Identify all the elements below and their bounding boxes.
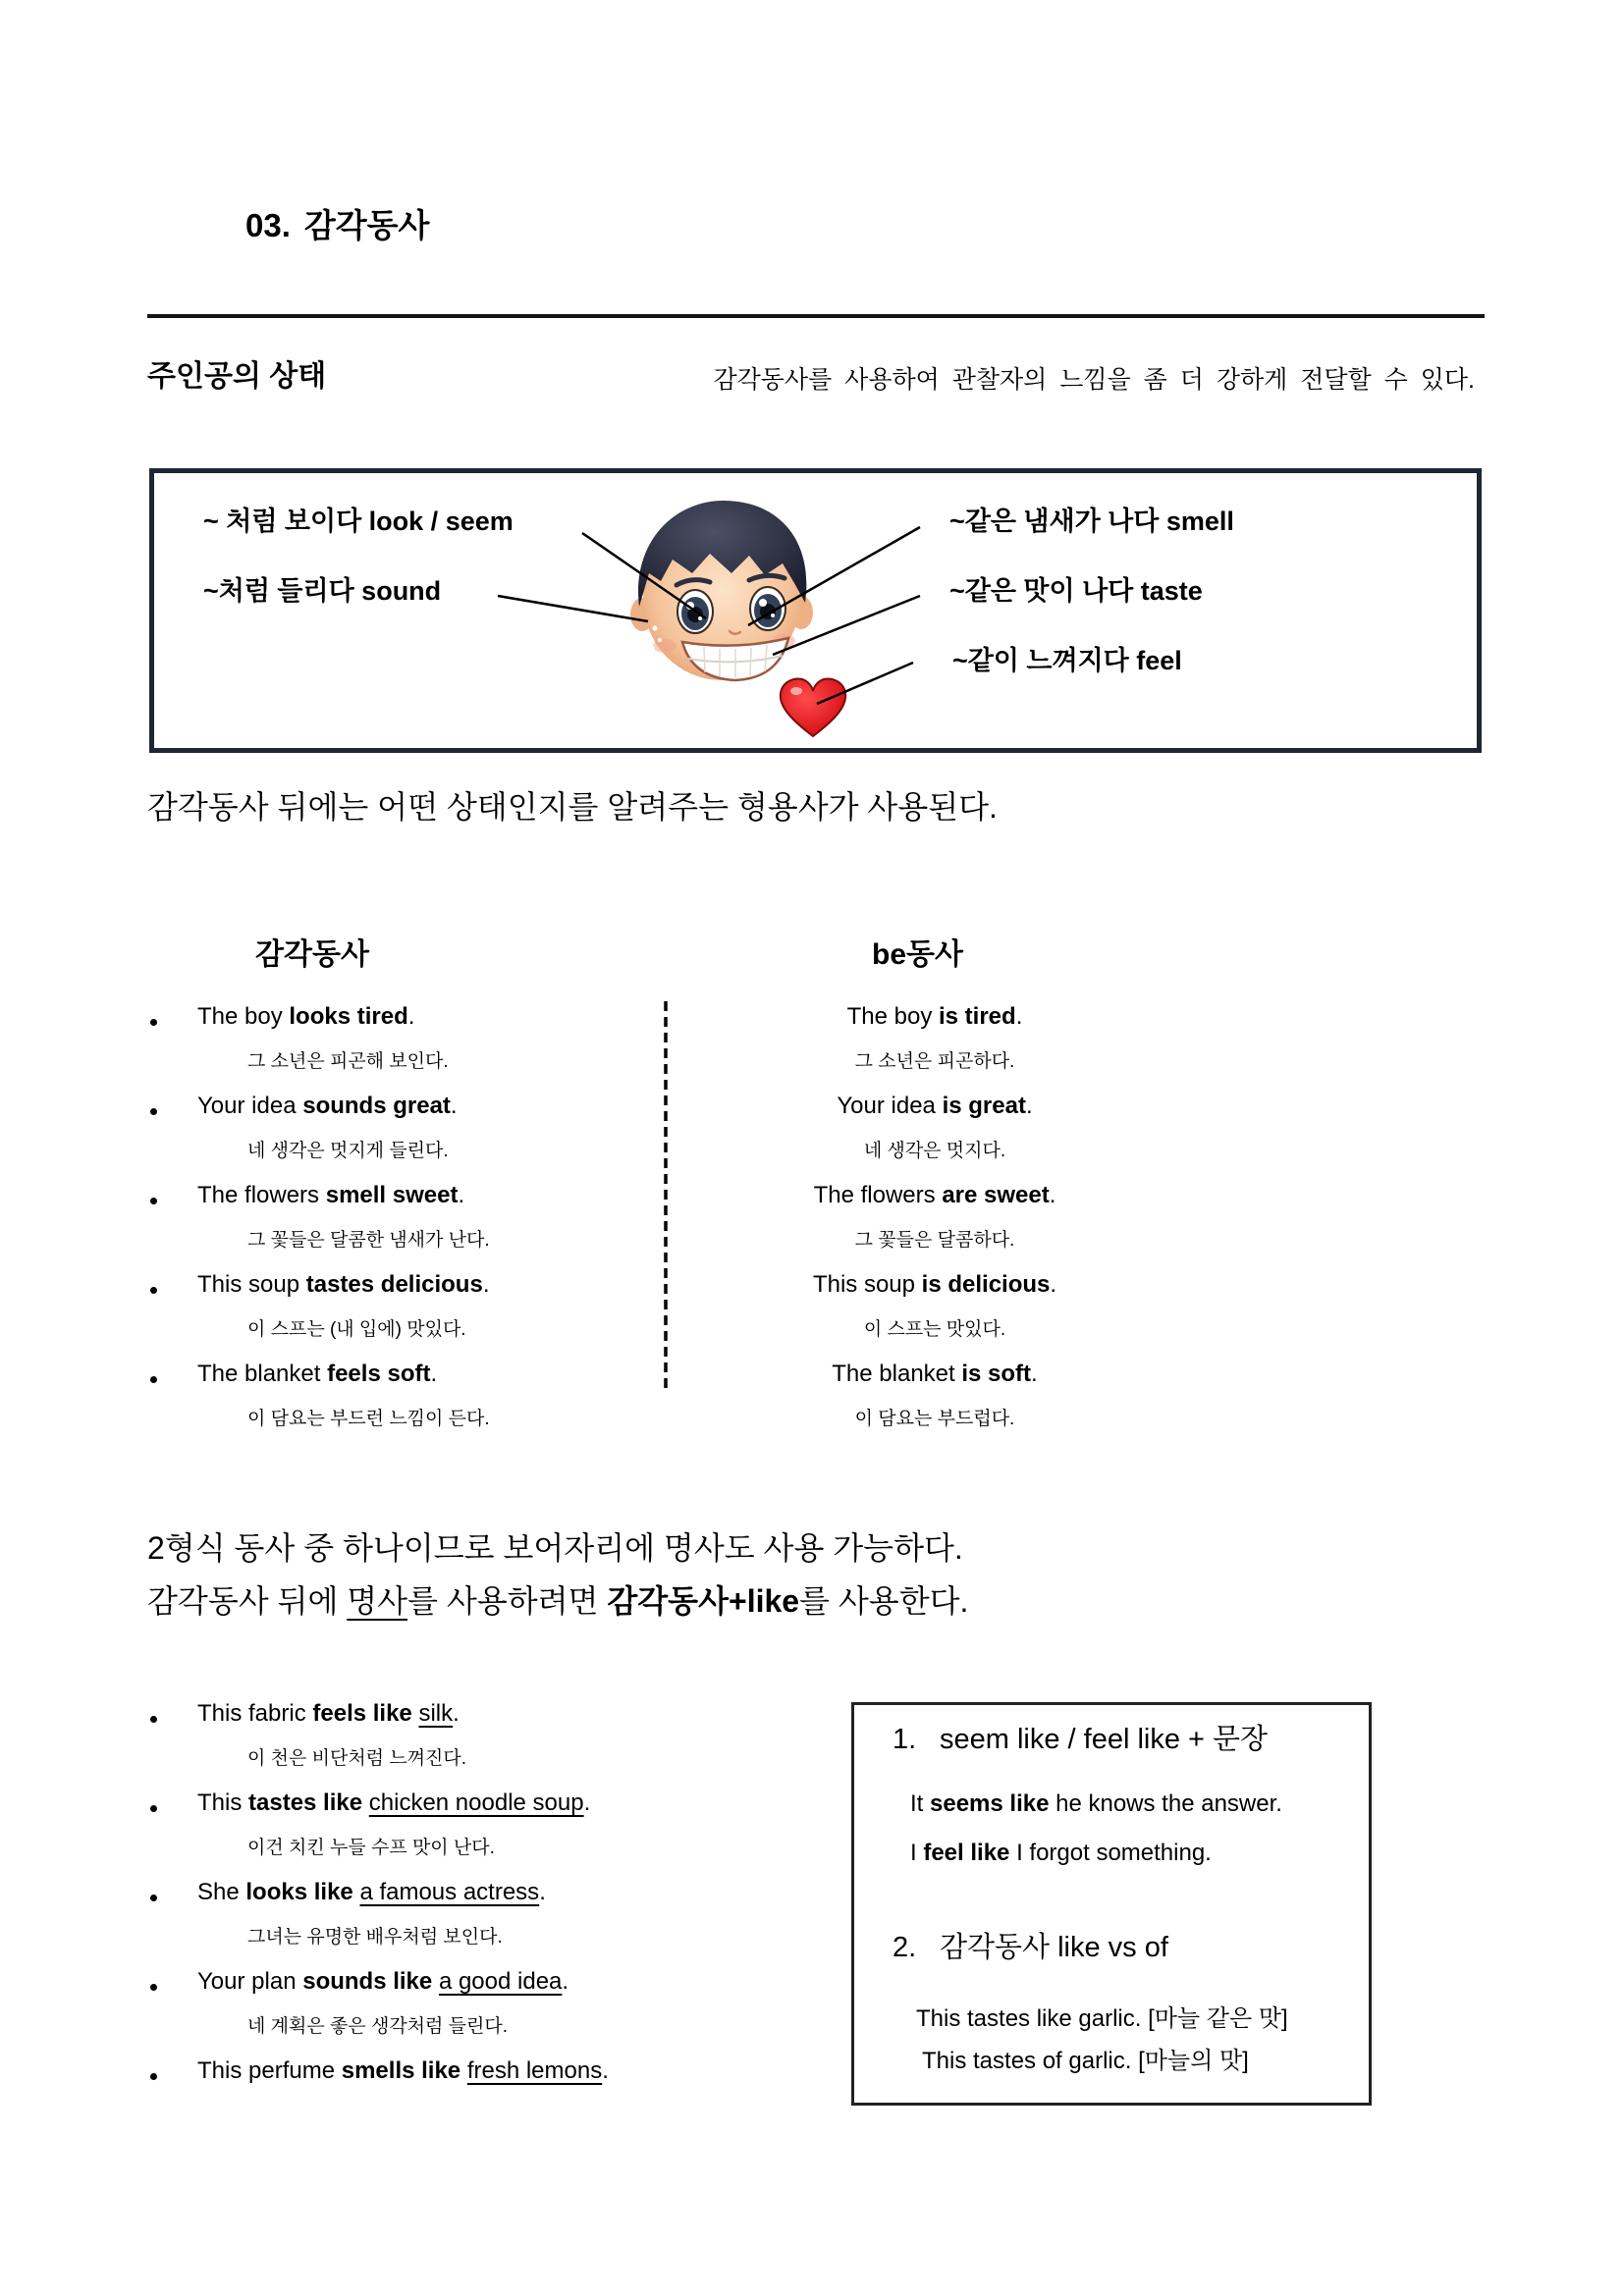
translation: 이건 치킨 누들 수프 맛이 난다. xyxy=(247,1837,495,1858)
sentence-subject: The blanket xyxy=(197,1361,321,1387)
example-text: he knows the answer. xyxy=(1056,1790,1282,1817)
list-item xyxy=(738,1084,1131,1129)
bullet xyxy=(150,1198,157,1204)
pointer-line-sound xyxy=(498,596,648,621)
sentence-end: . xyxy=(602,2057,609,2084)
sentence-end: . xyxy=(430,1361,438,1387)
translation: 이 스프는 (내 입에) 맛있다. xyxy=(247,1318,466,1340)
translation: 이 천은 비단처럼 느껴진다. xyxy=(247,1747,467,1769)
title-divider xyxy=(147,314,1485,318)
be-verb-heading: be동사 xyxy=(872,938,963,971)
note-text: 를 사용한다. xyxy=(799,1583,969,1619)
noun-note-line2 xyxy=(147,1582,968,1620)
be-verb-phrase: is soft xyxy=(961,1361,1032,1387)
tip-example: This tastes like garlic. [마늘 같은 맛] xyxy=(916,2005,1288,2032)
list-item xyxy=(738,1352,1131,1397)
tip-number: 2. xyxy=(893,1932,917,1963)
example-text: I forgot something. xyxy=(1016,1840,1212,1866)
bullet xyxy=(150,1287,157,1294)
sentence-subject: This xyxy=(197,1789,243,1816)
page-title xyxy=(245,206,429,245)
underlined-term: 명사 xyxy=(347,1583,408,1619)
translation: 네 생각은 멋지다. xyxy=(863,1140,1006,1161)
bullet xyxy=(150,2073,157,2080)
sentence-end: . xyxy=(453,1700,460,1727)
noun-complement: a good idea xyxy=(438,1968,563,1995)
noun-complement: chicken noodle soup xyxy=(368,1789,584,1816)
list-item xyxy=(197,1691,609,1736)
sentence-subject: This soup xyxy=(197,1271,300,1298)
boy-face-icon xyxy=(630,501,813,680)
tip-number: 1. xyxy=(893,1724,917,1755)
sentence-subject: She xyxy=(197,1879,240,1905)
sense-verb-phrase: tastes delicious xyxy=(305,1271,483,1298)
sense-verb-phrase: sounds great xyxy=(302,1093,451,1119)
translation: 이 담요는 부드럽다. xyxy=(854,1408,1015,1429)
sentence-end: . xyxy=(450,1093,458,1119)
noun-note-line1: 2형식 동사 중 하나이므로 보어자리에 명사도 사용 가능하다. xyxy=(147,1530,963,1566)
tip-heading: seem like / feel like + 문장 xyxy=(940,1724,1269,1755)
list-item xyxy=(197,2049,609,2094)
tip-example xyxy=(910,1790,1282,1819)
sentence-subject: The blanket xyxy=(832,1361,955,1387)
tip-example xyxy=(910,1840,1212,1868)
sense-label-sound: ~처럼 들리다 sound xyxy=(203,576,442,606)
list-item xyxy=(197,1262,490,1308)
list-item xyxy=(197,1352,490,1397)
sense-verb-like: looks like xyxy=(245,1879,353,1905)
bullet xyxy=(150,1108,157,1115)
list-item xyxy=(738,1173,1131,1218)
section-heading: 주인공의 상태 xyxy=(147,360,327,393)
sense-label-taste: ~같은 맛이 나다 taste xyxy=(949,576,1203,606)
example-text: It xyxy=(910,1790,924,1817)
translation: 이 스프는 맛있다. xyxy=(863,1318,1006,1340)
bold-term: 감각동사+like xyxy=(607,1583,800,1619)
sentence-end: . xyxy=(1050,1271,1057,1298)
sense-verb-like: feels like xyxy=(312,1700,412,1727)
bullet xyxy=(150,1895,157,1901)
be-verb-examples xyxy=(738,994,1131,1441)
sense-verb-examples xyxy=(197,994,490,1441)
sentence-end: . xyxy=(562,1968,569,1995)
list-item xyxy=(197,1781,609,1826)
chapter-title: 감각동사 xyxy=(303,207,430,243)
sentence-end: . xyxy=(583,1789,591,1816)
sentence-subject: This soup xyxy=(812,1271,915,1298)
sentence-subject: Your idea xyxy=(837,1093,936,1119)
list-item xyxy=(738,1262,1131,1308)
heart-icon xyxy=(781,679,845,736)
sentence-subject: Your idea xyxy=(197,1093,297,1119)
bullet xyxy=(150,1805,157,1812)
be-verb-phrase: is delicious xyxy=(921,1271,1051,1298)
translation: 네 계획은 좋은 생각처럼 들린다. xyxy=(247,2015,508,2037)
translation: 그녀는 유명한 배우처럼 보인다. xyxy=(247,1926,503,1948)
sentence-end: . xyxy=(1031,1361,1038,1387)
bullet xyxy=(150,1019,157,1026)
sentence-subject: Your plan xyxy=(197,1968,297,1995)
sentence-end: . xyxy=(458,1182,465,1208)
list-item xyxy=(738,994,1131,1040)
sense-label-smell: ~같은 냄새가 나다 smell xyxy=(949,507,1234,536)
sentence-end: . xyxy=(482,1271,490,1298)
list-item xyxy=(197,1084,490,1129)
noun-complement: fresh lemons xyxy=(466,2057,603,2084)
sentence-end: . xyxy=(1025,1093,1033,1119)
sentence-subject: The flowers xyxy=(197,1182,320,1208)
sentence-subject: The flowers xyxy=(813,1182,936,1208)
translation: 네 생각은 멋지게 들린다. xyxy=(247,1140,449,1161)
section-description: 감각동사를 사용하여 관찰자의 느낌을 좀 더 강하게 전달할 수 있다. xyxy=(713,366,1475,394)
like-examples xyxy=(197,1691,609,2094)
sentence-subject: The boy xyxy=(197,1003,283,1030)
translation: 그 꽃들은 달콤하다. xyxy=(854,1229,1015,1251)
note-text: 를 사용하려면 xyxy=(407,1583,599,1619)
tip-heading: 감각동사 like vs of xyxy=(940,1932,1168,1963)
sentence-end: . xyxy=(407,1003,415,1030)
bullet xyxy=(150,1716,157,1723)
be-verb-phrase: is tired xyxy=(939,1003,1016,1030)
list-item xyxy=(197,1173,490,1218)
noun-complement: silk xyxy=(418,1700,454,1727)
translation: 그 소년은 피곤하다. xyxy=(854,1050,1015,1072)
sense-verb-phrase: smell sweet xyxy=(325,1182,459,1208)
sentence-subject: This fabric xyxy=(197,1700,306,1727)
tip-box xyxy=(851,1702,1372,2106)
translation: 그 꽃들은 달콤한 냄새가 난다. xyxy=(247,1229,490,1251)
example-text: I xyxy=(910,1840,917,1866)
intro-sentence: 감각동사 뒤에는 어떤 상태인지를 알려주는 형용사가 사용된다. xyxy=(147,789,998,825)
sentence-subject: The boy xyxy=(846,1003,933,1030)
sentence-subject: This perfume xyxy=(197,2057,336,2084)
be-verb-phrase: are sweet xyxy=(942,1182,1050,1208)
sense-diagram xyxy=(149,468,1482,753)
tip-example: This tastes of garlic. [마늘의 맛] xyxy=(922,2048,1249,2074)
note-text: 감각동사 뒤에 xyxy=(147,1583,339,1619)
sense-label-feel: ~같이 느껴지다 feel xyxy=(952,646,1182,675)
translation: 그 소년은 피곤해 보인다. xyxy=(247,1050,449,1072)
sense-verb-like: smells like xyxy=(341,2057,461,2084)
sentence-end: . xyxy=(1015,1003,1023,1030)
sense-verb-like: sounds like xyxy=(302,1968,433,1995)
chapter-number: 03. xyxy=(245,207,291,243)
sentence-end: . xyxy=(539,1879,546,1905)
sense-verb-phrase: feels soft xyxy=(327,1361,431,1387)
bold-term: feel like xyxy=(923,1840,1010,1866)
column-divider xyxy=(663,1001,669,1394)
sense-verb-heading: 감각동사 xyxy=(255,938,369,971)
list-item xyxy=(197,1959,609,2004)
noun-complement: a famous actress xyxy=(359,1879,540,1905)
bullet xyxy=(150,1984,157,1991)
list-item xyxy=(197,994,490,1040)
bullet xyxy=(150,1376,157,1383)
list-item xyxy=(197,1870,609,1915)
bold-term: seems like xyxy=(930,1790,1050,1817)
right-eye xyxy=(750,587,785,630)
sentence-end: . xyxy=(1049,1182,1056,1208)
sense-verb-like: tastes like xyxy=(248,1789,363,1816)
be-verb-phrase: is great xyxy=(942,1093,1026,1119)
sense-verb-phrase: looks tired xyxy=(289,1003,408,1030)
translation: 이 담요는 부드런 느낌이 든다. xyxy=(247,1408,490,1429)
sense-label-look: ~ 처럼 보이다 look / seem xyxy=(203,507,514,536)
